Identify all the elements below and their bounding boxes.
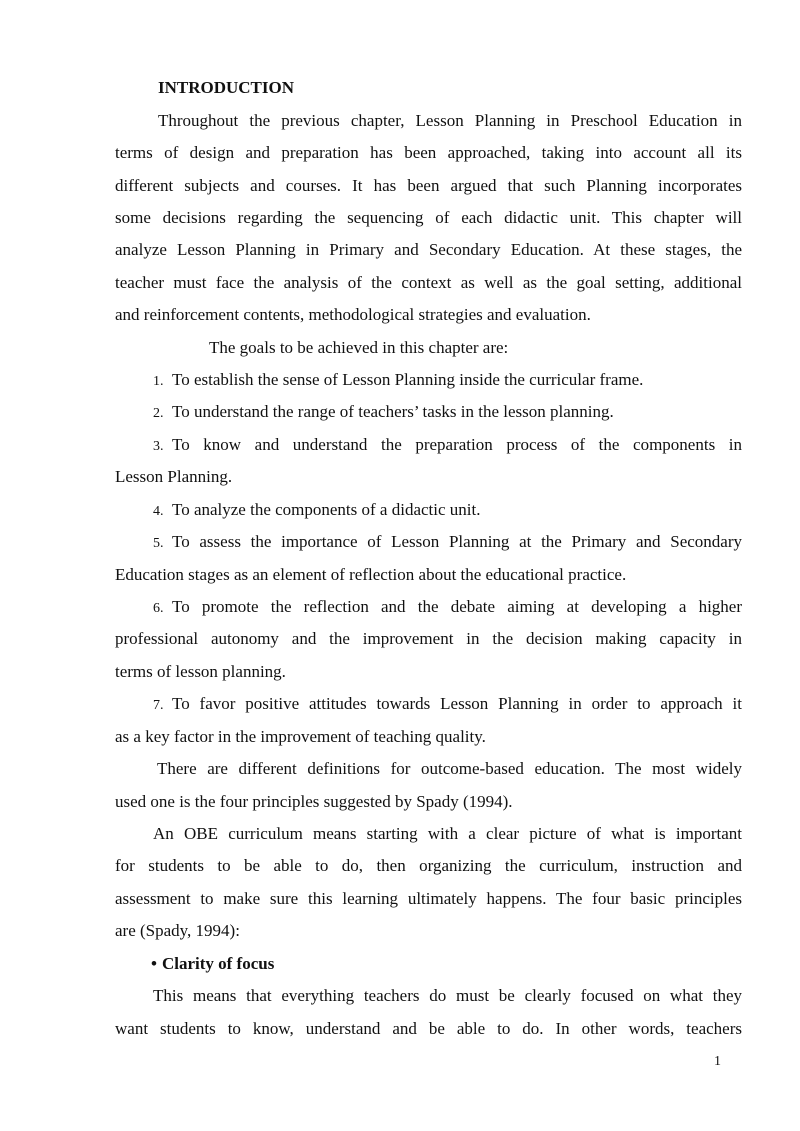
goal-item [153,435,742,457]
page-number: 1 [714,1054,721,1069]
goal-text-continuation: Education stages as an element of reflection about the educational practice. [115,565,627,584]
paragraph-line: Throughout the previous chapter, Lesson Planning in Preschool Education in [158,111,742,130]
goal-text-continuation: Lesson Planning. [115,467,233,486]
principle-title: Clarity of focus [161,954,275,973]
paragraph-line: There are different definitions for outcome-based education. The most widely [157,759,742,778]
goal-text: To analyze the components of a didactic unit. [172,500,481,519]
goal-item [153,370,643,392]
goal-text: To favor positive attitudes towards Lesson Planning in order to approach it [172,694,742,713]
goal-number: 3. [153,439,164,454]
paragraph-line: want students to know, understand and be able to do. In other words, teachers [115,1019,742,1038]
paragraph-line: and reinforcement contents, methodological strategies and evaluation. [115,305,591,324]
goal-text: To know and understand the preparation process of the components in [172,435,742,454]
goal-number: 1. [153,374,164,389]
goal-text-continuation: as a key factor in the improvement of teaching quality. [115,727,486,746]
paragraph-line: some decisions regarding the sequencing of each didactic unit. This chapter will [115,208,742,227]
goal-text: To assess the importance of Lesson Planning at the Primary and Secondary [172,532,742,551]
goal-number: 7. [153,698,164,713]
paragraph-line: This means that everything teachers do must be clearly focused on what they [153,986,742,1005]
goal-item [153,402,614,424]
goal-text-continuation: terms of lesson planning. [115,662,286,681]
paragraph-line: for students to be able to do, then organizing the curriculum, instruction and [115,856,742,875]
goal-number: 2. [153,406,164,421]
section-heading: INTRODUCTION [158,78,295,97]
paragraph-line: terms of design and preparation has been approached, taking into account all its [115,143,742,162]
paragraph-line: analyze Lesson Planning in Primary and Secondary Education. At these stages, the [115,240,742,259]
principle-heading [151,954,274,974]
goal-number: 4. [153,504,164,519]
paragraph-line: teacher must face the analysis of the context as well as the goal setting, additional [115,273,742,292]
goal-text: To establish the sense of Lesson Planning inside the curricular frame. [172,370,644,389]
paragraph-line: different subjects and courses. It has been argued that such Planning incorporates [115,176,742,195]
goal-number: 5. [153,536,164,551]
goal-item [153,694,742,716]
paragraph-line: An OBE curriculum means starting with a clear picture of what is important [153,824,742,843]
bullet-icon: • [151,954,157,973]
goal-text: To understand the range of teachers’ tasks in the lesson planning. [172,402,614,421]
paragraph-line: are (Spady, 1994): [115,921,240,940]
goal-item [153,597,742,619]
goals-intro: The goals to be achieved in this chapter are: [209,338,509,357]
goal-text: To promote the reflection and the debate aiming at developing a higher [172,597,742,616]
paragraph-line: assessment to make sure this learning ultimately happens. The four basic principles [115,889,742,908]
goal-item [153,500,480,522]
paragraph-line: used one is the four principles suggested by Spady (1994). [115,792,513,811]
goal-item [153,532,742,554]
goal-number: 6. [153,601,164,616]
goal-text-continuation: professional autonomy and the improvement in the decision making capacity in [115,629,742,648]
